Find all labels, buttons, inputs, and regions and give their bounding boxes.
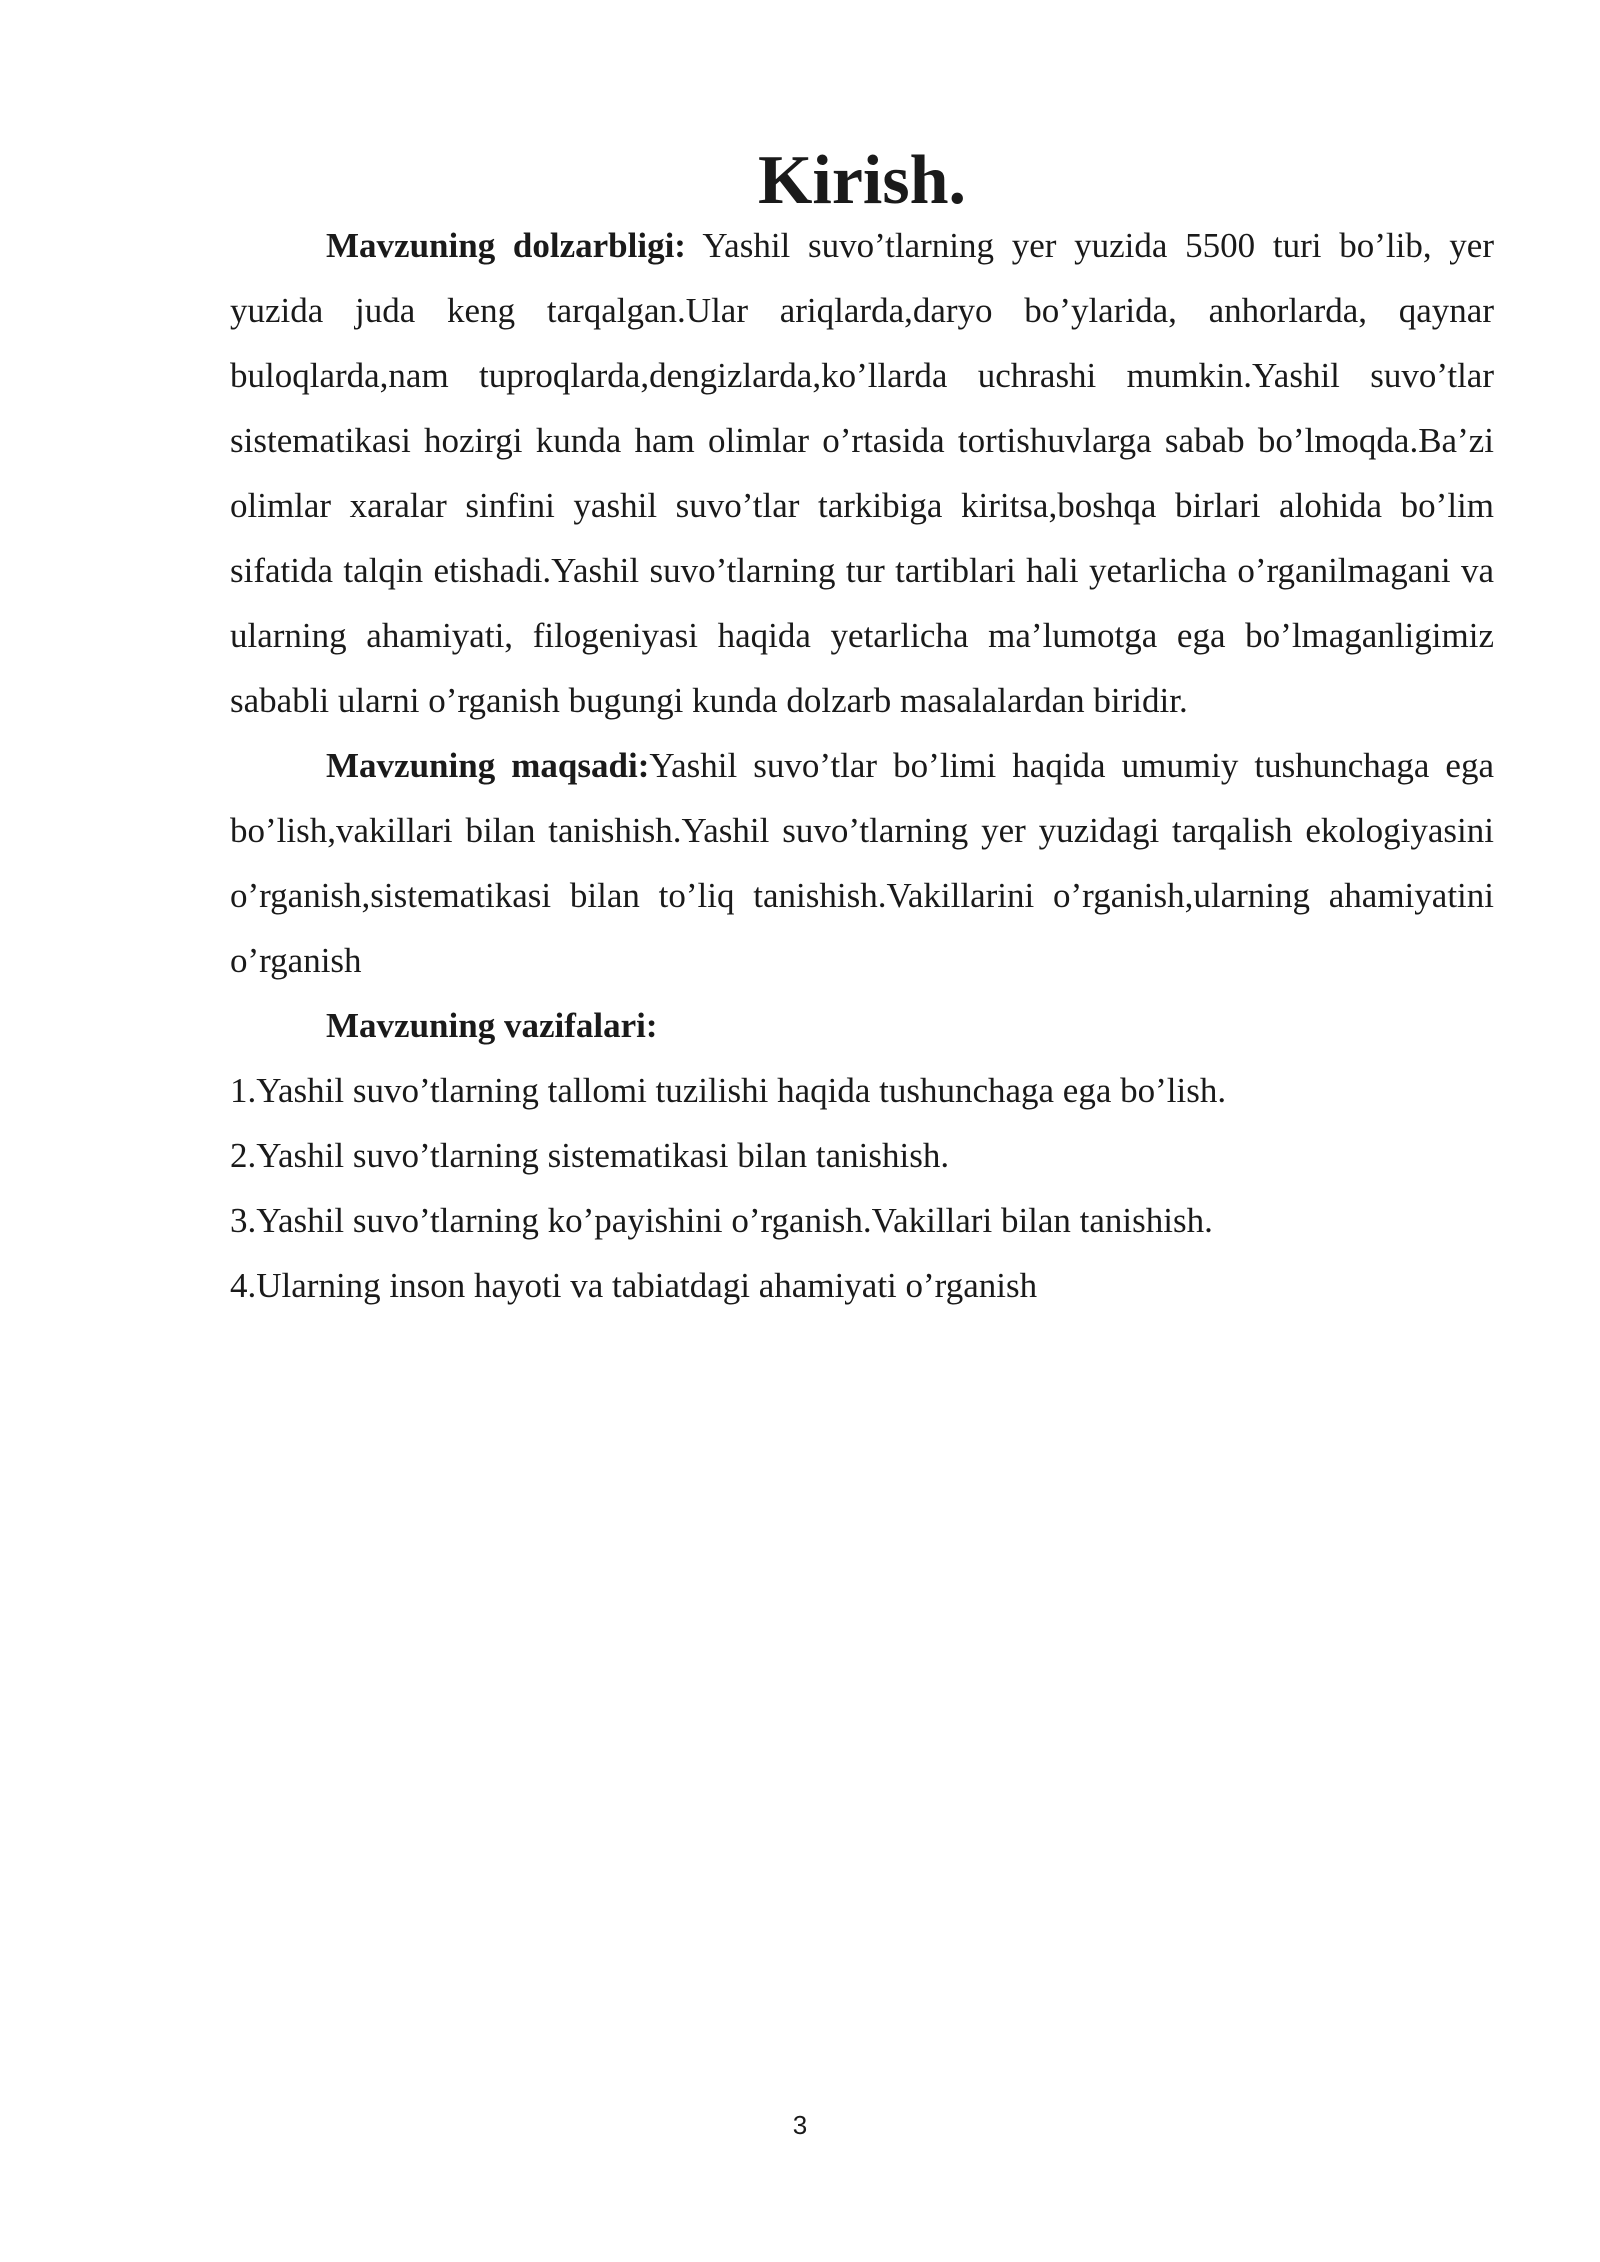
relevance-paragraph bbox=[230, 213, 1494, 733]
task-item: 4.Ularning inson hayoti va tabiatdagi ahamiyati o’rganish bbox=[230, 1266, 1038, 1305]
goal-paragraph bbox=[230, 733, 1494, 993]
goal-label: Mavzuning maqsadi: bbox=[326, 746, 650, 785]
page-title: Kirish. bbox=[757, 142, 967, 219]
tasks-list bbox=[230, 1058, 1494, 1318]
page-number: 3 bbox=[792, 2110, 808, 2140]
page-content bbox=[230, 142, 1494, 1318]
task-item: 2.Yashil suvo’tlarning sistematikasi bilan tanishish. bbox=[230, 1136, 950, 1175]
tasks-heading: Mavzuning vazifalari: bbox=[326, 1006, 658, 1045]
task-item: 1.Yashil suvo’tlarning tallomi tuzilishi haqida tushunchaga ega bo’lish. bbox=[230, 1071, 1227, 1110]
relevance-text: Yashil suvo’tlarning yer yuzida 5500 turi bo’lib, yer yuzida juda keng tarqalgan.Ular ariqlarda,daryo bo’ylarida, anhorlarda, qaynar buloqlarda,nam tuproqlarda,dengizlarda,ko’llarda uchrashi mumkin.Yashil suvo’tlar sistematikasi hozirgi kunda ham olimlar o’rtasida tortishuvlarga sabab bo’lmoqda.Ba’zi olimlar xaralar sinfini yashil suvo’tlar tarkibiga kiritsa,boshqa birlari alohida bo’lim sifatida talqin etishadi.Yashil suvo’tlarning tur tartiblari hali yetarlicha o’rganilmagani va ularning ahamiyati, filogeniyasi haqida yetarlicha ma’lumotga ega bo’lmaganligimiz sababli ularni o’rganish bugungi kunda dolzarb masalalardan biridir. bbox=[230, 226, 1494, 720]
task-item: 3.Yashil suvo’tlarning ko’payishini o’rganish.Vakillari bilan tanishish. bbox=[230, 1201, 1213, 1240]
goal-text: Yashil suvo’tlar bo’limi haqida umumiy tushunchaga ega bo’lish,vakillari bilan tanishish.Yashil suvo’tlarning yer yuzidagi tarqalish ekologiyasini o’rganish,sistematikasi bilan to’liq tanishish.Vakillarini o’rganish,ularning ahamiyatini o’rganish bbox=[230, 746, 1494, 980]
relevance-label: Mavzuning dolzarbligi: bbox=[326, 226, 686, 265]
